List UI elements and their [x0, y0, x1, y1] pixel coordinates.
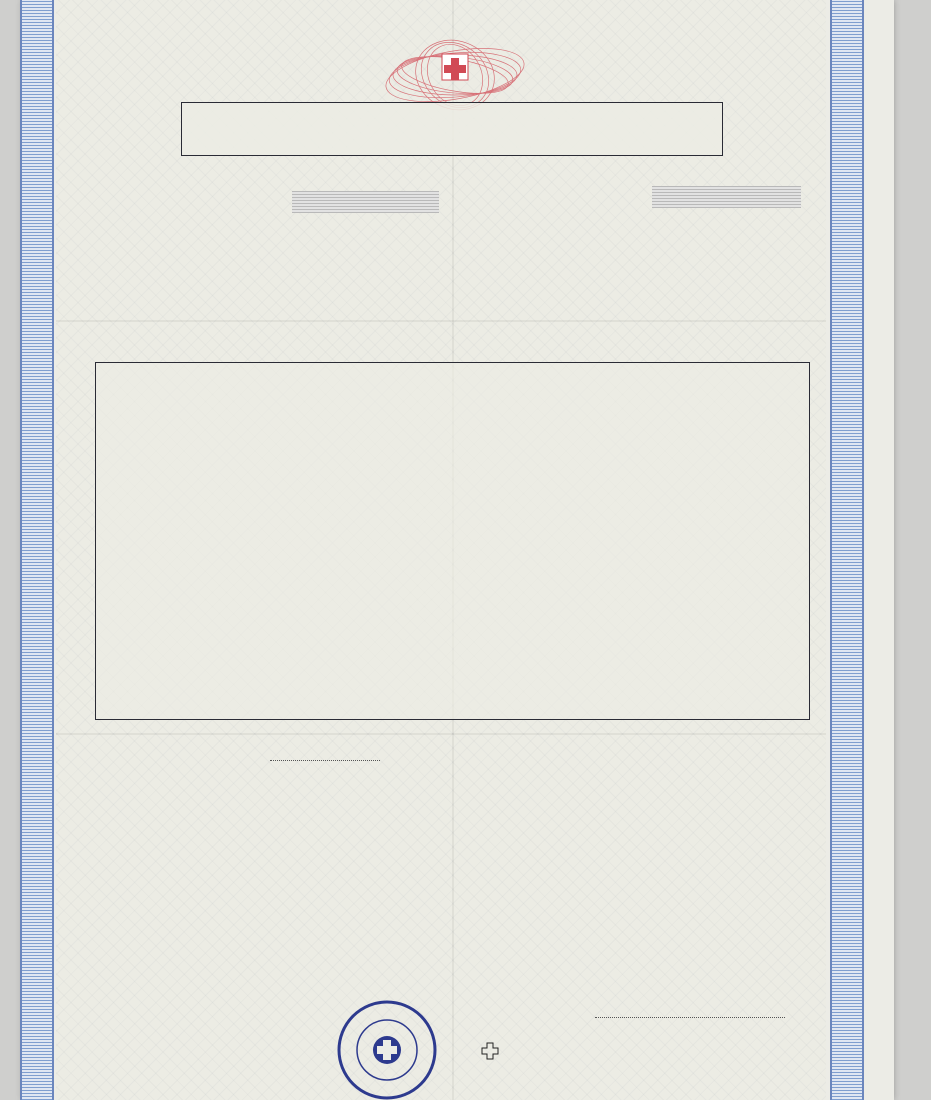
- swiss-cross-icon: [481, 1042, 499, 1060]
- right-border: [830, 0, 864, 1100]
- issue-date-underline: [595, 1017, 785, 1018]
- movement-number: [652, 186, 801, 208]
- rates-table: [95, 362, 810, 720]
- certificate-number: [292, 191, 439, 213]
- trials-box: [181, 102, 723, 156]
- fold-line: [56, 733, 826, 735]
- end-date-underline: [270, 760, 380, 761]
- cosc-seal-icon: [337, 1000, 437, 1100]
- fold-line: [56, 320, 826, 322]
- left-border: [20, 0, 54, 1100]
